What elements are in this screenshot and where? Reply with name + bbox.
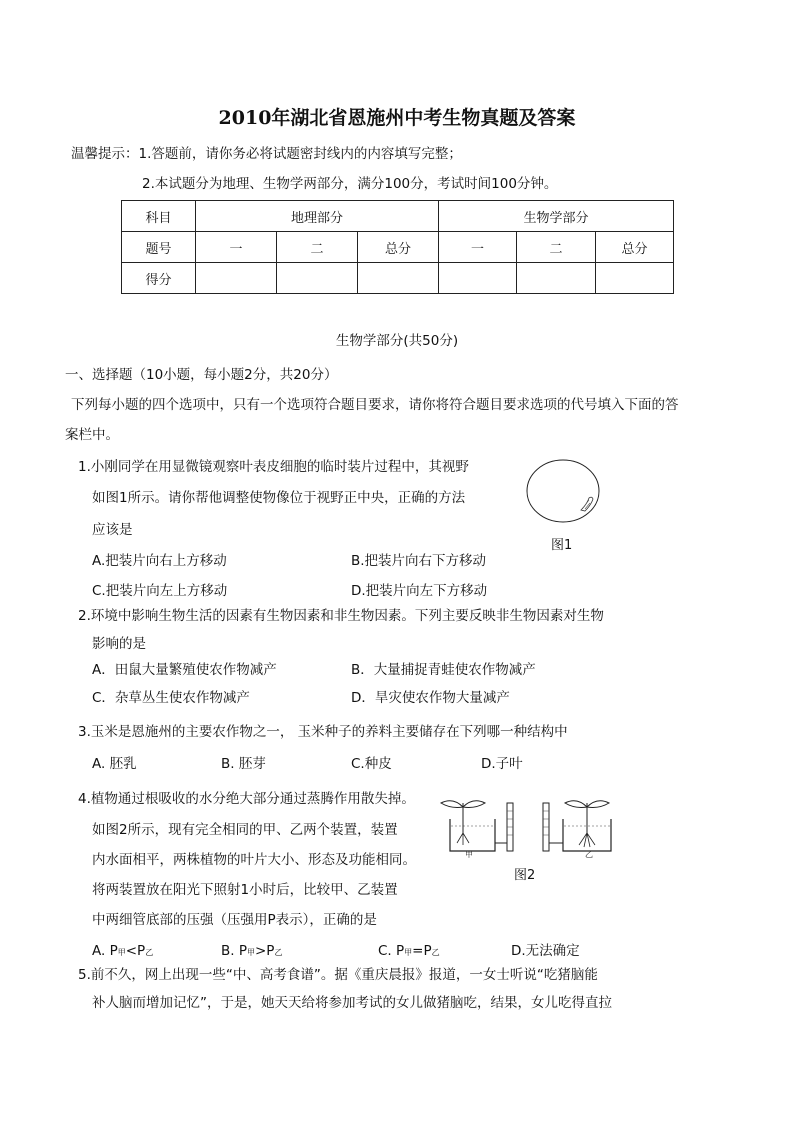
score-input-cell[interactable]	[196, 263, 277, 294]
q4-stem-3: 内水面相平，两株植物的叶片大小、形态及功能相同。	[92, 852, 416, 868]
part1-instruction-1: 下列每小题的四个选项中，只有一个选项符合题目要求，请你将符合题目要求选项的代号填入下面的答	[71, 397, 679, 413]
score-table	[121, 200, 674, 294]
label-yi: 乙	[585, 850, 593, 859]
table-cell: 地理部分	[196, 201, 439, 232]
table-cell: 生物学部分	[439, 201, 674, 232]
q1-option-d[interactable]: D.把装片向左下方移动	[351, 583, 488, 599]
table-cell: 一	[196, 232, 277, 263]
q1-option-a[interactable]: A.把装片向右上方移动	[92, 553, 227, 569]
score-input-cell[interactable]	[596, 263, 674, 294]
part1-instruction-2: 案栏中。	[65, 427, 119, 443]
q1-stem-1: 1.小刚同学在用显微镜观察叶表皮细胞的临时装片过程中，其视野	[78, 459, 469, 475]
score-input-cell[interactable]	[358, 263, 439, 294]
subscript-yi: 乙	[431, 948, 440, 957]
q2-option-d[interactable]: D．旱灾使农作物大量减产	[351, 690, 510, 706]
cell-image-detail	[583, 500, 590, 509]
subscript-yi: 乙	[145, 948, 154, 957]
q4-stem-1: 4.植物通过根吸收的水分绝大部分通过蒸腾作用散失掉。	[78, 791, 415, 807]
score-input-cell[interactable]	[277, 263, 358, 294]
q2-option-b[interactable]: B．大量捕捉青蛙使农作物减产	[351, 662, 536, 678]
figure-2-caption: 图2	[514, 868, 536, 883]
q4-option-b[interactable]	[221, 945, 282, 959]
score-input-cell[interactable]	[439, 263, 517, 294]
q3-option-d[interactable]: D.子叶	[481, 756, 523, 772]
q4-option-d[interactable]: D.无法确定	[511, 943, 580, 959]
q2-stem-2: 影响的是	[92, 636, 146, 652]
relation: <P	[125, 943, 146, 959]
field-of-view-circle	[527, 460, 599, 522]
score-input-cell[interactable]	[517, 263, 596, 294]
subscript-jia: 甲	[117, 948, 126, 957]
q3-stem: 3.玉米是恩施州的主要农作物之一， 玉米种子的养料主要储存在下列哪一种结构中	[78, 724, 568, 740]
table-cell: 总分	[358, 232, 439, 263]
q2-option-a[interactable]: A．田鼠大量繁殖使农作物减产	[92, 662, 277, 678]
q4-option-c[interactable]	[378, 945, 440, 959]
table-row	[122, 201, 674, 232]
section-title: 生物学部分(共50分)	[335, 333, 459, 349]
table-row	[122, 263, 674, 294]
q2-option-c[interactable]: C．杂草丛生使农作物减产	[92, 690, 250, 706]
q3-option-b[interactable]: B. 胚芽	[221, 756, 266, 772]
subscript-jia: 甲	[247, 948, 255, 957]
notice-line-1: 温馨提示：1.答题前，请你务必将试题密封线内的内容填写完整；	[71, 146, 462, 162]
table-cell: 二	[277, 232, 358, 263]
table-cell: 科目	[122, 201, 196, 232]
q4-stem-2: 如图2所示，现有完全相同的甲、乙两个装置，装置	[92, 822, 398, 838]
relation: >P	[255, 943, 275, 959]
page-title: 2010年湖北省恩施州中考生物真题及答案	[218, 107, 576, 129]
q4-stem-4: 将两装置放在阳光下照射1小时后，比较甲、乙装置	[92, 882, 398, 898]
q4-stem-5: 中两细管底部的压强（压强用P表示），正确的是	[92, 912, 377, 928]
table-cell: 得分	[122, 263, 196, 294]
label-jia: 甲	[465, 850, 473, 859]
table-cell: 二	[517, 232, 596, 263]
table-cell: 一	[439, 232, 517, 263]
apparatus-yi	[543, 801, 611, 859]
subscript-jia: 甲	[404, 948, 413, 957]
q3-option-a[interactable]: A. 胚乳	[92, 756, 137, 772]
notice-line-2: 2.本试题分为地理、生物学两部分，满分100分，考试时间100分钟。	[142, 176, 558, 192]
q1-option-b[interactable]: B.把装片向右下方移动	[351, 553, 487, 569]
q1-option-c[interactable]: C.把装片向左上方移动	[92, 583, 228, 599]
relation: =P	[412, 943, 432, 959]
q5-stem-2: 补人脑而增加记忆”，于是，她天天给将参加考试的女儿做猪脑吃，结果，女儿吃得直拉	[92, 995, 612, 1011]
option-prefix: A. P	[92, 943, 118, 959]
subscript-yi: 乙	[274, 948, 283, 957]
table-cell: 题号	[122, 232, 196, 263]
plant-apparatus-figure	[435, 793, 625, 859]
microscope-field-figure	[525, 458, 605, 530]
q1-stem-2: 如图1所示。请你帮他调整使物像位于视野正中央，正确的方法	[92, 490, 466, 506]
q1-stem-3: 应该是	[92, 522, 133, 538]
apparatus-jia	[441, 801, 513, 859]
table-cell: 总分	[596, 232, 674, 263]
q5-stem-1: 5.前不久，网上出现一些“中、高考食谱”。据《重庆晨报》报道，一女士听说“吃猪脑能	[78, 967, 598, 983]
option-prefix: C. P	[378, 943, 405, 959]
cell-image	[581, 497, 593, 511]
option-prefix: B. P	[221, 943, 247, 959]
table-row	[122, 232, 674, 263]
q2-stem-1: 2.环境中影响生物生活的因素有生物因素和非生物因素。下列主要反映非生物因素对生物	[78, 608, 604, 624]
part1-heading: 一、选择题（10小题，每小题2分，共20分）	[65, 367, 338, 383]
q4-option-a[interactable]	[92, 945, 153, 959]
q3-option-c[interactable]: C.种皮	[351, 756, 392, 772]
figure-1-caption: 图1	[551, 538, 573, 553]
